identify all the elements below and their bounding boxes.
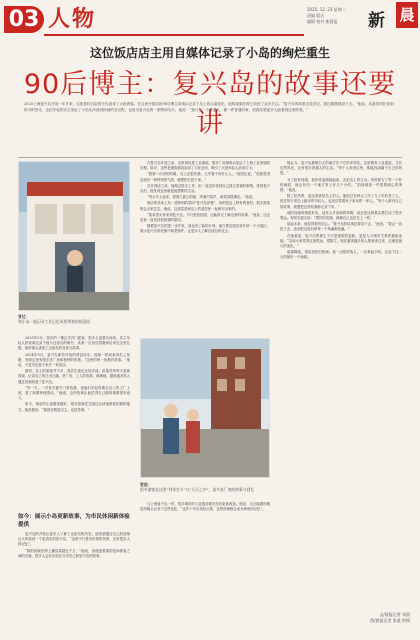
byline-writer: 文/晨报记者 刘晨 xyxy=(379,612,410,617)
paragraph: 2024年9月，复兴岛即将开放的消息传出，他第一时间来到岛上拍摄，发现这里有很多老厂房和独特的风景。“这里的每一处都有故事。”他说，于是决定留下来开一家饭店。 xyxy=(18,352,130,368)
paragraph: 他认为，复兴岛最吸引人的地方在于它的多样性。这里既有工业遗迹，又有自然风光，还有很多普通人的生活。“每个人来到这里，都能找到属于自己的风景。” xyxy=(280,161,402,176)
photo2-caption-title: 更迭： xyxy=(140,482,152,487)
issue-info xyxy=(307,7,367,25)
newspaper-logo xyxy=(368,2,418,34)
paragraph: 夜幕降临，饭店里依旧热闹。他一边招呼客人，一边拿起手机，记录下这一天的最后一个画面。 xyxy=(280,250,402,260)
column-1-body xyxy=(18,336,130,491)
lead-paragraph: 2025上海复兴岛开放一年多来，这座曾经沉寂的小岛迎来了大批游客。在这里开饭店的90后博主用镜头记录下岛上的点滴变化，他的视频在网上收获了众多关注。“复兴岛的故事还没讲完，我还要继续讲下去。”他说。从最初的好奇到如今的坚守，这位年轻的店主见证了小岛从冷清到热闹的全过程，也成为复兴岛的一张特别名片。他说：“我只是一个普通人，做一件普通的事，但我希望更多人能看到这里的美。” xyxy=(24,102,394,112)
paragraph: “我的视频在网上播放量超过千万，”他说，但他更看重的是和游客之间的交流，很多人会在评论区分享自己和复兴岛的故事。 xyxy=(18,548,130,558)
paragraph: 随着复兴岛的进一步开发，他也有了新的计划。他打算在饭店里开辟一个小展区，展示复兴岛的老照片和老物件，让更多人了解这座岛的过去。 xyxy=(140,224,270,234)
byline xyxy=(300,612,410,624)
paragraph: “每天早上起来，看着江面上的船，听着汽笛声，就觉得很满足。”他说。 xyxy=(147,195,256,200)
photo-blogger-restaurant xyxy=(18,161,130,311)
photo1-caption-text: 和小岛一起记录工业记忆风景带来的惊喜回 xyxy=(18,319,91,324)
paragraph: 饭店的菜单上有一道特别的菜叫“复兴岛套餐”，用的是岛上特有的食材，很多游客都会点来尝尝。他说，这道菜是和岛上的老居民一起研究出来的。 xyxy=(140,201,270,211)
paragraph: 2025年3月，饭店的一楼正式开门迎客，很多人是慕名而来。店主年轻人的视频记录下他与这座岛的缘分，从第一次登岛拍摄到后来在这里扎根，他用镜头讲述了这座岛的变化与故事。 xyxy=(18,336,130,351)
column-1-subhead: 如今：展示小岛更新故事，为市民休闲新体验提供 xyxy=(18,514,130,528)
column-3-body xyxy=(280,161,402,609)
paragraph: 与上海复兴岛一样，很多城市的工业遗存都在经历更新改造。他说，自己能做的就是用镜头记录下这些变化，“也许十年后再回头看，这些视频都会成为珍贵的记忆”。 xyxy=(140,502,270,512)
intro-title: 这位饭店店主用自媒体记录了小岛的绚烂重生 xyxy=(89,46,330,60)
column-1-body-2 xyxy=(18,532,130,622)
byline-photo: 图/晨报记者 张晨 供图 xyxy=(370,618,410,623)
section-underline xyxy=(44,34,304,36)
logo-red-text: 晨 xyxy=(396,2,418,28)
paragraph: 他的视频风格很朴实，没有太多花哨的剪辑，但正是这种真实感打动了很多观众。有网友留言说：“看你的视频，就像自己也在岛上一样。” xyxy=(280,210,402,221)
paragraph: 在开饭店之前，他做过很多工作，但一直没有找到自己真正喜欢的事情。来到复兴岛后，他发现这里就是他想要的生活。 xyxy=(140,183,270,194)
photo2-caption-text: 很多游客在这里“拜年打卡”与“凡天之中”，谈多老厂房的故事与回忆 xyxy=(140,487,255,492)
photo-visitors-island xyxy=(140,338,270,478)
section-number: 03 xyxy=(4,6,44,33)
paragraph: “有一天，一对老夫妻专门来找我，说他们年轻时就在岛上的工厂上班，看了视频特别感动。”他说，这些故事让他觉得自己做的事情很有意义。 xyxy=(18,385,130,401)
issue-editor: 责编 版式 xyxy=(307,13,325,18)
paragraph: 最初，岛上的游客并不多，饭店生意也比较冷清。但他坚持每天更新视频，记录岛上的日出日落、老厂房、工人的故事，渐渐地，越来越多的人通过视频知道了复兴岛。 xyxy=(18,369,130,384)
paragraph: “我希望大家来到复兴岛，不只是拍拍照，还能真正了解这里的故事。”他说，这也是他一直坚持拍视频的原因。 xyxy=(140,212,270,223)
column-2-body xyxy=(140,161,270,333)
column-2-body-2 xyxy=(140,502,270,612)
paragraph: 在他看来，复兴岛的重生不只是建筑的更新，更是人与城市关系的重新连接。“以前大家觉得这里很远、很陌生，现在越来越多的人愿意来这里，这就是最大的变化。” xyxy=(280,233,402,249)
issue-check: 编辑 校对 新晨报 xyxy=(307,19,338,24)
photo1-caption xyxy=(18,314,130,324)
paragraph: 如今，饭店的生意越来越好，很多游客吃完饭还会请他推荐拍照的地方。他笑着说：“我现在既是店主，也是导游。” xyxy=(18,402,130,412)
paragraph: 在复兴岛开放之前，这里曾经是工业重地，很多厂房和码头见证了上海工业发展的历程。如今，这些老建筑被改造成了文化空间，吸引了大批年轻人前来打卡。 xyxy=(140,161,270,171)
headline: 90后博主：复兴岛的故事还要讲 xyxy=(23,69,397,139)
page-header xyxy=(0,0,420,40)
logo-text: 新 xyxy=(368,11,384,31)
paragraph: 复兴岛的开放让更多人了解了这座岛的历史。他希望通过自己的视频让大家看到一个更真实的复兴岛，“这里不只是有好看的风景，还有很多人的记忆”。 xyxy=(18,532,130,547)
paragraph: 除了拍风景，他还喜欢拍岛上的人。他拍过在码头工作了几十年的老工人，拍过每天来岛上跑步的年轻人，也拍过带着孩子来玩的一家人。“每个人都有自己的故事，我想把这些故事都记录下来。” xyxy=(280,194,402,209)
paragraph: 为了拍好视频，他常常凌晨就起床，去拍岛上的日出。有时候为了等一个好的画面，他会在同一个地方等上好几个小时。“拍视频是一件需要耐心的事情。”他说。 xyxy=(280,177,402,193)
issue-date: 2025. 12. 23 星期二 xyxy=(307,7,346,12)
photo2-caption xyxy=(140,482,270,492)
paragraph: 说起未来，他显得很有信心。“复兴岛的故事还要讲下去，”他说，“我会一直拍下去，直到把这座岛的每一个角落都拍遍。” xyxy=(280,222,402,232)
photo1-caption-title: 背过： xyxy=(18,314,30,319)
divider xyxy=(18,157,402,158)
section-title: 人物 xyxy=(48,7,97,32)
paragraph: “我第一次来的时候，岛上还很安静，几乎看不到什么人。”他回忆说，“但我觉得这里有一种特别的气质，就想把它拍下来。” xyxy=(140,172,270,182)
